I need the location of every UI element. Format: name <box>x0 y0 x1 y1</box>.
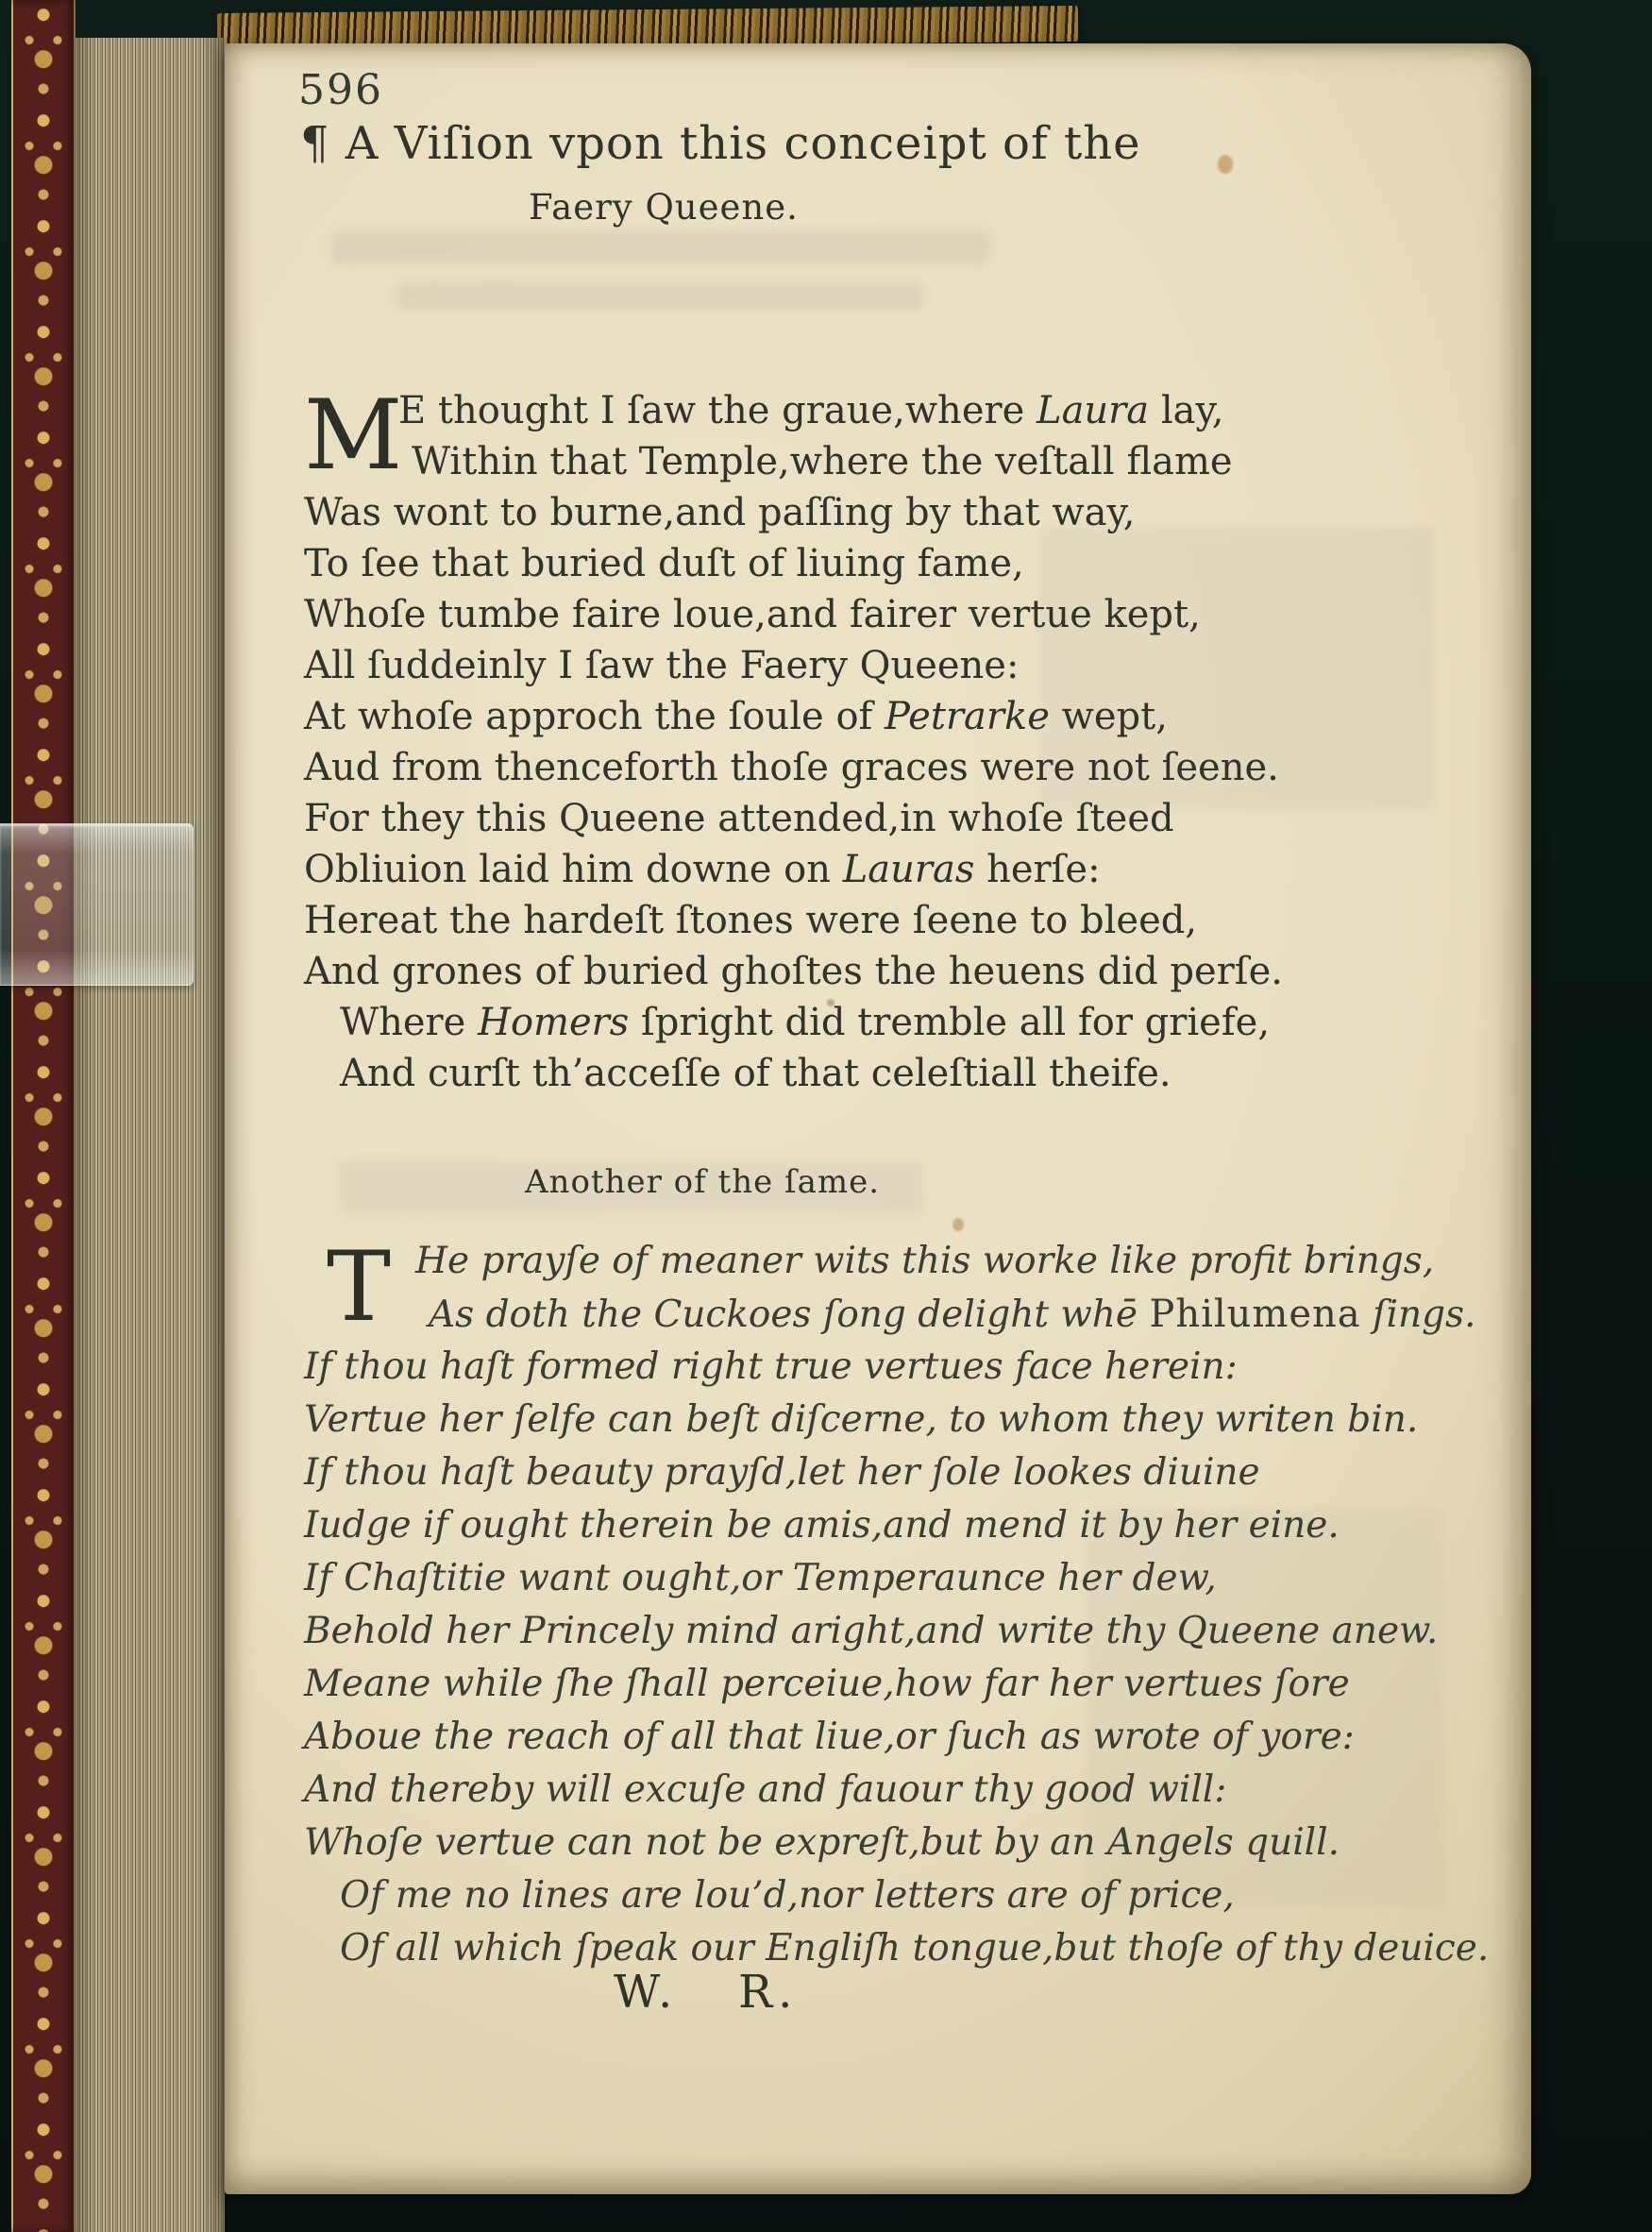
page-holder-clip <box>0 823 194 986</box>
poem-line: If thou haſt beauty prayſd,let her ſole lookes diuine <box>304 1451 1260 1494</box>
drop-cap: M <box>304 380 403 492</box>
book-spine-ornament <box>11 0 76 2232</box>
poem-another-of-the-same <box>304 1231 1490 1975</box>
poem-line: Aboue the reach of all that liue,or ſuch as wrote of yore: <box>304 1716 1355 1758</box>
poem-line: He prayſe of meaner wits this worke like profit brings, <box>415 1240 1435 1282</box>
poem-line: Hereat the hardeſt ſtones were ſeene to bleed, <box>304 899 1198 942</box>
poem-line: Iudge if ought therein be amis,and mend it by her eine. <box>304 1504 1340 1547</box>
poem-line: And thereby will excuſe and fauour thy good will: <box>304 1768 1227 1811</box>
poem-line: Of me no lines are lou’d,nor letters are of price, <box>340 1874 1235 1917</box>
paper-stain <box>1218 155 1233 174</box>
poem-line: As doth the Cuckoes ſong delight whē Philumena ſings. <box>429 1293 1476 1336</box>
poem-line: If thou haſt formed right true vertues face herein: <box>304 1345 1238 1388</box>
drop-cap: T <box>327 1231 392 1344</box>
poem-line: If Chaſtitie want ought,or Temperaunce her dew, <box>304 1557 1217 1599</box>
poem-line: To ſee that buried duſt of liuing fame, <box>304 542 1024 585</box>
page-number: 596 <box>298 66 383 114</box>
poem-line: And curſt th’acceſſe of that celeſtiall theife. <box>340 1052 1172 1095</box>
poem-line: Aud from thenceforth thoſe graces were not ſeene. <box>304 746 1279 789</box>
poem-line: For they this Queene attended,in whoſe ſteed <box>304 797 1174 840</box>
poem-line: Was wont to burne,and paſſing by that way, <box>304 491 1136 534</box>
second-poem-heading: Another of the ſame. <box>525 1163 881 1201</box>
poem-line: Whoſe vertue can not be expreſt,but by an Angels quill. <box>304 1821 1340 1864</box>
page-block-edge <box>76 38 225 2232</box>
paper-stain <box>952 1218 964 1231</box>
signature: W. R. <box>614 1966 799 2019</box>
poem-line: Where Homers ſpright did tremble all for griefe, <box>340 1001 1271 1044</box>
poem-vision-upon-faery-queene <box>304 380 1283 1099</box>
poem-line: E thought I ſaw the graue,where Laura lay, <box>398 389 1224 432</box>
poem-line: All ſuddeinly I ſaw the Faery Queene: <box>304 644 1020 687</box>
bleed-through-ghost <box>396 281 925 310</box>
poem-line: Whoſe tumbe faire loue,and fairer vertue kept, <box>304 593 1201 636</box>
poem-line: Behold her Princely mind aright,and write thy Queene anew. <box>304 1610 1439 1652</box>
poem-line: Vertue her ſelfe can beſt diſcerne, to whom they writen bin. <box>304 1398 1419 1441</box>
poem-title-line2: Faery Queene. <box>529 187 799 228</box>
poem-line: Within that Temple,where the veſtall flame <box>412 440 1233 483</box>
poem-line: Obliuion laid him downe on Lauras herſe: <box>304 848 1101 891</box>
poem-line: Of all which ſpeak our Engliſh tongue,but thoſe of thy deuice. <box>340 1927 1490 1970</box>
poem-line: Meane while ſhe ſhall perceiue,how far her vertues ſore <box>304 1663 1350 1705</box>
bleed-through-ghost <box>330 230 991 264</box>
book-page <box>225 43 1531 2194</box>
poem-line: And grones of buried ghoſtes the heuens did perſe. <box>304 950 1283 993</box>
poem-title: ¶ A Viſion vpon this conceipt of the <box>300 117 1141 170</box>
poem-line: At whoſe approch the ſoule of Petrarke wept, <box>304 695 1168 738</box>
